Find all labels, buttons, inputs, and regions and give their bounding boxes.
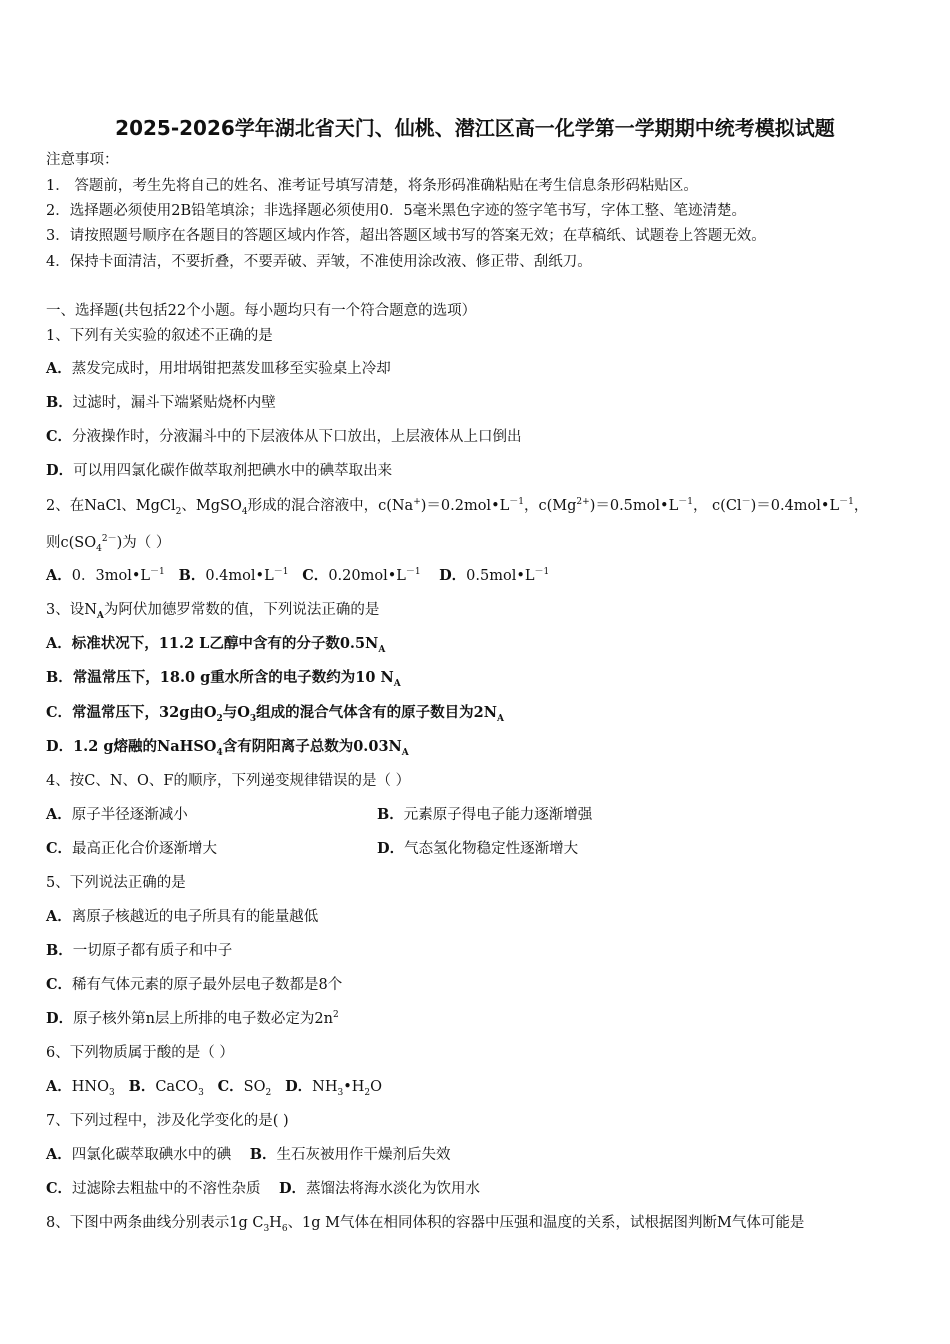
subscript: A xyxy=(497,713,504,724)
stem-part: 、1g M气体在相同体积的容器中压强和温度的关系，试根据图判断M气体可能是 xyxy=(287,1215,805,1231)
option-a-text: HNO xyxy=(71,1079,109,1095)
question-1-stem: 1、下列有关实验的叙述不正确的是 xyxy=(46,328,273,344)
option-label: D． xyxy=(46,738,74,755)
option-text: 含有阴阳离子总数为0.03N xyxy=(222,738,402,755)
option-text: 原子核外第n层上所排的电子数必定为2n xyxy=(73,1011,333,1027)
option-text: 可以用四氯化碳作做萃取剂把碘水中的碘萃取出来 xyxy=(73,463,393,479)
option-label: D． xyxy=(439,567,467,584)
question-3-stem xyxy=(46,600,379,620)
option-label: C． xyxy=(46,840,73,857)
option-text: 1.2 g熔融的NaHSO xyxy=(73,738,217,755)
stem-part: ， xyxy=(853,498,869,514)
superscript: －1 xyxy=(405,567,421,578)
superscript: － xyxy=(741,497,751,508)
option-c-text: SO xyxy=(243,1079,266,1095)
superscript: 2 xyxy=(332,1010,339,1021)
option-a-text: 0．3mol•L xyxy=(71,568,151,584)
option-text: 元素原子得电子能力逐渐增强 xyxy=(403,807,593,823)
subscript: 2 xyxy=(265,1087,272,1098)
section-heading: 一、选择题(共包括22个小题。每小题均只有一个符合题意的选项） xyxy=(46,303,477,319)
option-c-text: 过滤除去粗盐中的不溶性杂质 xyxy=(72,1181,261,1197)
option-label: C． xyxy=(46,428,73,445)
option-label: D． xyxy=(377,840,405,857)
question-8-stem xyxy=(46,1213,804,1233)
stem-part: 3、设N xyxy=(46,602,97,618)
question-2-stem-line-2 xyxy=(46,533,170,553)
question-1-option-a xyxy=(46,359,391,379)
subscript: 3 xyxy=(263,1223,270,1234)
question-7-stem: 7、下列过程中，涉及化学变化的是( ) xyxy=(46,1113,289,1129)
option-label: D． xyxy=(278,1180,307,1197)
option-text: 原子半径逐渐减小 xyxy=(71,807,188,823)
stem-part: H xyxy=(269,1215,282,1231)
option-text: 过滤时，漏斗下端紧贴烧杯内壁 xyxy=(72,395,276,411)
stem-part: 2、在NaCl、MgCl xyxy=(46,498,176,514)
option-text: 常温常压下，32g由O xyxy=(72,704,217,721)
option-label: B． xyxy=(249,1146,277,1163)
question-6-options xyxy=(46,1077,382,1097)
option-text: 标准状况下，11.2 L乙醇中含有的分子数0.5N xyxy=(71,635,379,652)
notice-item-1: 1． 答题前，考生先将自己的姓名、准考证号填写清楚，将条形码准确粘贴在考生信息条形码粘贴区。 xyxy=(46,178,698,194)
subscript: 3 xyxy=(249,713,257,724)
question-4-option-d xyxy=(377,839,578,859)
option-text: 气态氢化物稳定性逐渐增大 xyxy=(404,841,579,857)
option-d-text: 0.5mol•L xyxy=(466,568,535,584)
question-3-option-d xyxy=(46,737,409,757)
subscript: 3 xyxy=(109,1087,115,1098)
option-label: A． xyxy=(46,360,72,377)
notice-item-3: 3．请按照题号顺序在各题目的答题区域内作答，超出答题区域书写的答案无效；在草稿纸、试题卷上答题无效。 xyxy=(46,228,766,244)
subscript: 6 xyxy=(281,1223,288,1234)
option-d-text: O xyxy=(370,1079,383,1095)
question-1-option-b xyxy=(46,393,276,413)
option-label: B． xyxy=(46,394,73,411)
option-label: D． xyxy=(46,1010,74,1027)
stem-part: )为（ ） xyxy=(116,535,171,551)
option-text: 一切原子都有质子和中子 xyxy=(72,943,233,959)
question-7-options-ab xyxy=(46,1145,450,1165)
option-label: A． xyxy=(46,635,72,652)
notice-item-4: 4．保持卡面清洁，不要折叠，不要弄破、弄皱，不准使用涂改液、修正带、刮纸刀。 xyxy=(46,254,592,270)
option-b-text: CaCO xyxy=(155,1079,199,1095)
subscript: A xyxy=(96,610,104,621)
question-5-option-a xyxy=(46,907,318,927)
option-label: C． xyxy=(217,1078,244,1095)
option-b-text: 生石灰被用作干燥剂后失效 xyxy=(276,1147,451,1163)
stem-part: 8、下图中两条曲线分别表示1g C xyxy=(46,1215,264,1231)
option-text: 与O xyxy=(222,704,250,721)
option-label: B． xyxy=(377,806,404,823)
option-label: A． xyxy=(46,567,72,584)
stem-part: )＝0.4mol•L xyxy=(750,498,840,514)
superscript: －1 xyxy=(678,497,693,508)
stem-part: 、MgSO xyxy=(181,498,242,514)
question-5-stem: 5、下列说法正确的是 xyxy=(46,875,186,891)
superscript: －1 xyxy=(509,497,524,508)
option-b-text: 0.4mol•L xyxy=(205,568,274,584)
superscript: 2+ xyxy=(576,497,590,508)
superscript: －1 xyxy=(534,567,550,578)
option-label: C． xyxy=(302,567,329,584)
superscript: －1 xyxy=(839,497,854,508)
stem-part: )＝0.2mol•L xyxy=(420,498,510,514)
stem-part: 形成的混合溶液中，c(Na xyxy=(247,498,414,514)
option-label: C． xyxy=(46,976,73,993)
option-label: B． xyxy=(46,669,73,686)
stem-part: ，c(Mg xyxy=(523,498,577,514)
option-text: 离原子核越近的电子所具有的能量越低 xyxy=(71,909,319,925)
superscript: + xyxy=(413,497,421,508)
option-label: C． xyxy=(46,704,73,721)
question-4-stem: 4、按C、N、O、F的顺序，下列递变规律错误的是（ ） xyxy=(46,773,411,789)
option-label: B． xyxy=(128,1078,156,1095)
question-7-options-cd xyxy=(46,1179,480,1199)
option-text: 最高正化合价逐渐增大 xyxy=(72,841,218,857)
option-label: B． xyxy=(46,942,73,959)
superscript: －1 xyxy=(150,567,165,578)
option-label: A． xyxy=(46,806,72,823)
option-label: D． xyxy=(285,1078,313,1095)
subscript: 2 xyxy=(216,713,223,724)
option-label: A． xyxy=(46,1078,72,1095)
option-label: B． xyxy=(178,567,206,584)
stem-part: ， c(Cl xyxy=(692,498,742,514)
question-5-option-c xyxy=(46,975,342,995)
stem-part: 则c(SO xyxy=(46,535,97,551)
subscript: 2 xyxy=(175,506,182,517)
option-label: A． xyxy=(46,1146,72,1163)
option-text: 稀有气体元素的原子最外层电子数都是8个 xyxy=(72,977,343,993)
question-6-stem: 6、下列物质属于酸的是（ ） xyxy=(46,1045,234,1061)
option-d-text: 蒸馏法将海水淡化为饮用水 xyxy=(306,1181,481,1197)
subscript: 3 xyxy=(337,1087,344,1098)
question-4-option-b xyxy=(377,805,592,825)
subscript: 3 xyxy=(198,1087,204,1098)
subscript: A xyxy=(393,678,401,689)
subscript: 4 xyxy=(241,506,248,517)
question-2-options xyxy=(46,566,549,586)
option-text: 分液操作时，分液漏斗中的下层液体从下口放出，上层液体从上口倒出 xyxy=(72,429,522,445)
question-3-option-c xyxy=(46,703,504,723)
option-text: 组成的混合气体含有的原子数目为2N xyxy=(256,704,498,721)
question-3-option-b xyxy=(46,668,401,688)
option-label: D． xyxy=(46,462,74,479)
question-5-option-d xyxy=(46,1009,339,1029)
option-c-text: 0.20mol•L xyxy=(328,568,406,584)
subscript: 4 xyxy=(96,543,102,554)
option-d-text: NH xyxy=(312,1079,338,1095)
subscript: 4 xyxy=(216,747,223,758)
option-label: C． xyxy=(46,1180,73,1197)
superscript: －1 xyxy=(273,567,289,578)
subscript: A xyxy=(378,644,386,655)
question-4-option-a xyxy=(46,805,188,825)
question-4-option-c xyxy=(46,839,217,859)
subscript: A xyxy=(401,747,409,758)
question-1-option-c xyxy=(46,427,522,447)
superscript: 2－ xyxy=(101,534,117,545)
option-a-text: 四氯化碳萃取碘水中的碘 xyxy=(71,1147,232,1163)
notice-item-2: 2．选择题必须使用2B铅笔填涂；非选择题必须使用0．5毫米黑色字迹的签字笔书写，字体工整、笔迹清楚。 xyxy=(46,203,747,219)
question-5-option-b xyxy=(46,941,232,961)
stem-part: 为阿伏加德罗常数的值，下列说法正确的是 xyxy=(103,602,380,618)
stem-part: )＝0.5mol•L xyxy=(589,498,679,514)
question-2-stem xyxy=(46,496,868,516)
page-title: 2025-2026学年湖北省天门、仙桃、潜江区高一化学第一学期期中统考模拟试题 xyxy=(115,116,835,140)
question-3-option-a xyxy=(46,634,385,654)
option-text: 常温常压下，18.0 g重水所含的电子数约为10 N xyxy=(72,669,394,686)
subscript: 2 xyxy=(364,1087,371,1098)
notice-heading: 注意事项： xyxy=(46,152,119,168)
option-text: 蒸发完成时，用坩埚钳把蒸发皿移至实验桌上冷却 xyxy=(71,361,391,377)
option-d-text: •H xyxy=(343,1079,365,1095)
question-1-option-d xyxy=(46,461,392,481)
option-label: A． xyxy=(46,908,72,925)
